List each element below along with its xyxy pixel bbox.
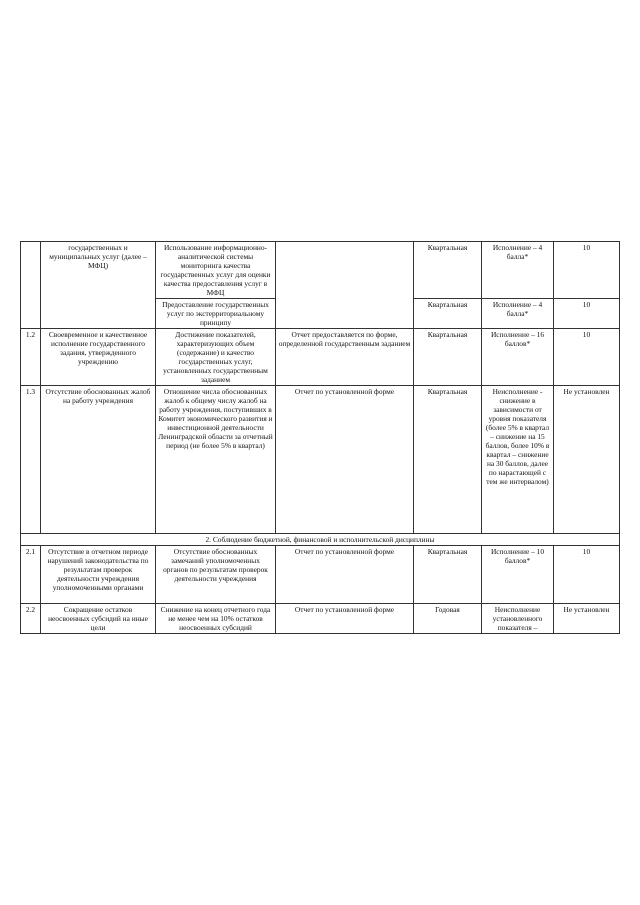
criterion-cell: Исполнение – 16 баллов* [482,329,554,386]
criterion-name-cell: Сокращение остатков неосвоенных субсидий на иные цели [41,604,156,634]
score-cell: Не установлен [554,604,620,634]
score-cell: 10 [554,242,620,299]
indicator-cell: Снижение на конец отчетного года не менее чем на 10% остатков неосвоенных субсидий [156,604,276,634]
criterion-name-cell: государственных и муниципальных услуг (далее – МФЦ) [41,242,156,329]
period-cell: Квартальная [414,242,482,299]
report-form-cell: Отчет по установленной форме [276,386,414,534]
section-row [21,534,620,546]
criterion-cell: Исполнение – 4 балла* [482,299,554,329]
indicator-cell: Достижение показателей, характеризующих объем (содержание) и качество государственных услуг, установленных государственным заданием [156,329,276,386]
criterion-cell: Неисполнение - снижение в зависимости от уровня показателя (более 5% в квартал – снижение на 15 баллов, более 10% в квартал – снижение на 30 баллов, далее по нарастающей с тем же интервалом) [482,386,554,534]
row-number-cell [21,242,41,329]
row-number-cell: 1.3 [21,386,41,534]
table-row [21,604,620,634]
row-number-cell: 2.1 [21,546,41,604]
period-cell: Квартальная [414,386,482,534]
score-cell: 10 [554,299,620,329]
report-form-cell: Отчет по установленной форме [276,546,414,604]
criteria-table [20,241,620,634]
indicator-cell: Отсутствие обоснованных замечаний уполномоченных органов по результатам проверок деятельности учреждения [156,546,276,604]
period-cell: Квартальная [414,329,482,386]
row-number-cell: 2.2 [21,604,41,634]
period-cell: Квартальная [414,546,482,604]
period-cell: Квартальная [414,299,482,329]
report-form-cell: Отчет предоставляется по форме, определенной государственным заданием [276,329,414,386]
score-cell: Не установлен [554,386,620,534]
table-row [21,386,620,534]
criterion-cell: Исполнение – 4 балла* [482,242,554,299]
row-number-cell: 1.2 [21,329,41,386]
score-cell: 10 [554,546,620,604]
indicator-cell: Предоставление государственных услуг по экстерриториальному принципу [156,299,276,329]
criterion-name-cell: Своевременное и качественное исполнение государственного задания, утвержденного учреждению [41,329,156,386]
indicator-cell: Отношение числа обоснованных жалоб к общему числу жалоб на работу учреждения, поступивших в Комитет экономического развития и инвестиционной деятельности Ленинградской области за отчетный период (не более 5% в квартал) [156,386,276,534]
report-form-cell [276,242,414,329]
indicator-cell: Использование информационно-аналитической системы мониторинга качества государственных услуг для оценки качества предоставления услуг в МФЦ [156,242,276,299]
criterion-name-cell: Отсутствие в отчетном периоде нарушений законодательства по результатам проверок деятельности учреждения уполномоченными органами [41,546,156,604]
table-row [21,329,620,386]
period-cell: Годовая [414,604,482,634]
criterion-name-cell: Отсутствие обоснованных жалоб на работу учреждения [41,386,156,534]
score-cell: 10 [554,329,620,386]
section-heading: 2. Соблюдение бюджетной, финансовой и исполнительской дисциплины [21,534,620,546]
report-form-cell: Отчет по установленной форме [276,604,414,634]
criterion-cell: Исполнение – 10 баллов* [482,546,554,604]
table-row [21,546,620,604]
table-row [21,242,620,299]
criterion-cell: Неисполнение установленного показателя – [482,604,554,634]
